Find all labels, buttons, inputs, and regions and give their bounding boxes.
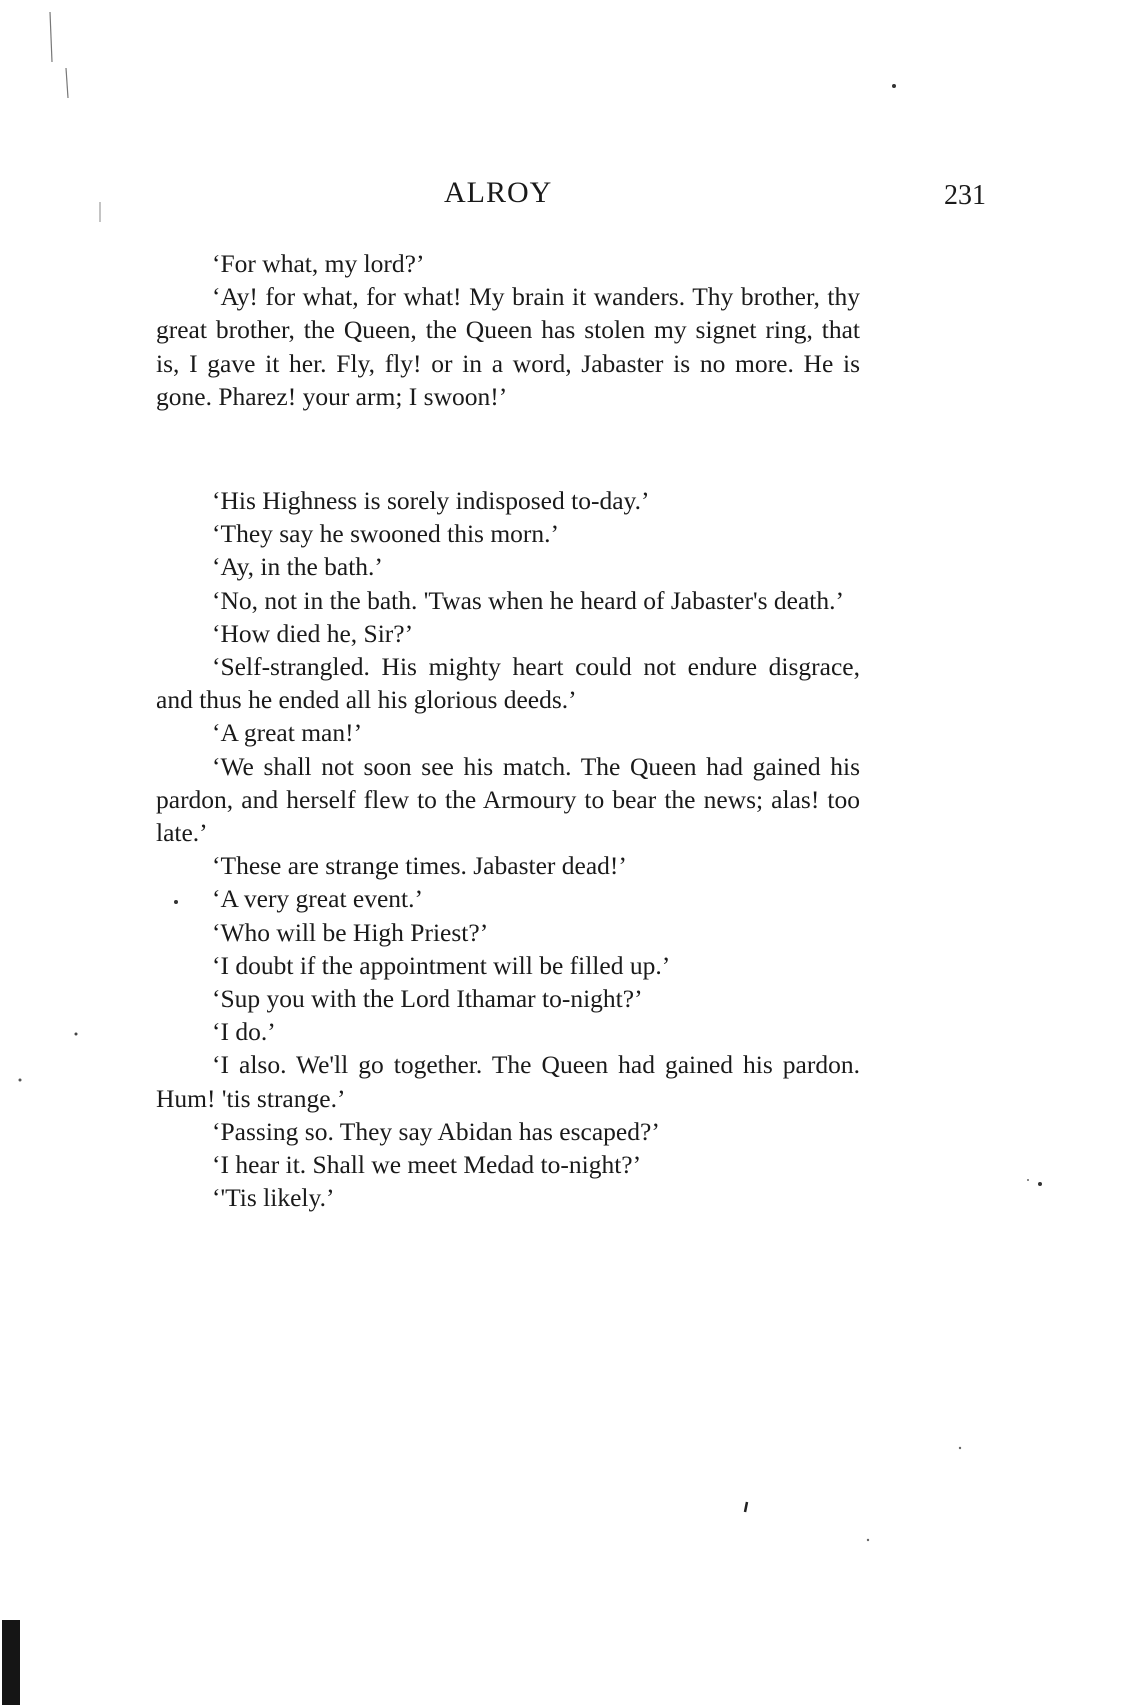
paragraph: ‘Sup you with the Lord Ithamar to-night?’ <box>212 984 643 1014</box>
passage-one <box>156 247 860 413</box>
scan-edge-shadow <box>2 1620 20 1705</box>
paragraph: ‘Ay! for what, for what! My brain it wanders. Thy brother, thy great brother, the Queen, the Queen has stolen my signet ring, that is, I gave it her. Fly, fly! or in a word, Jabaster is no more. He is gone. Pharez! your arm; I swoon!’ <box>156 282 860 411</box>
scan-speck <box>19 1079 22 1082</box>
running-title: ALROY <box>444 176 553 209</box>
scan-mark <box>745 1502 747 1512</box>
paragraph: ‘I also. We'll go together. The Queen had gained his pardon. Hum! 'tis strange.’ <box>156 1050 860 1113</box>
paragraph: ‘Who will be High Priest?’ <box>212 917 489 947</box>
page-number: 231 <box>944 180 986 211</box>
scan-speck <box>892 84 896 88</box>
paragraph: ‘These are strange times. Jabaster dead!’ <box>212 851 627 881</box>
paragraph: ‘'Tis likely.’ <box>212 1183 335 1213</box>
scan-mark <box>50 12 52 62</box>
scan-speck <box>867 1539 869 1541</box>
paragraph: ‘A very great event.’ <box>212 884 423 914</box>
paragraph: ‘Ay, in the bath.’ <box>212 552 383 582</box>
paragraph: ‘Passing so. They say Abidan has escaped?’ <box>212 1116 660 1146</box>
paragraph: ‘I do.’ <box>212 1017 276 1047</box>
paragraph: ‘How died he, Sir?’ <box>212 618 414 648</box>
paragraph: ‘We shall not soon see his match. The Queen had gained his pardon, and herself flew to the Armoury to bear the news; alas! too late.’ <box>156 751 860 848</box>
scan-mark <box>66 68 68 98</box>
paragraph: ‘Self-strangled. His mighty heart could not endure disgrace, and thus he ended all his glorious deeds.’ <box>156 652 860 715</box>
scan-speck <box>1027 1179 1029 1181</box>
scan-speck <box>959 1447 961 1449</box>
paragraph: ‘I doubt if the appointment will be filled up.’ <box>212 950 671 980</box>
paragraph: ‘His Highness is sorely indisposed to-day.’ <box>212 486 650 515</box>
passage-two <box>156 484 860 1214</box>
scan-speck <box>1038 1182 1042 1186</box>
paragraph: ‘For what, my lord?’ <box>212 249 425 278</box>
running-head <box>0 178 1146 218</box>
paragraph: ‘No, not in the bath. 'Twas when he heard of Jabaster's death.’ <box>212 585 844 615</box>
paragraph: ‘They say he swooned this morn.’ <box>212 519 560 549</box>
paragraph: ‘A great man!’ <box>212 718 363 748</box>
paragraph: ‘I hear it. Shall we meet Medad to-night?’ <box>212 1150 642 1180</box>
scan-speck <box>75 1033 78 1036</box>
